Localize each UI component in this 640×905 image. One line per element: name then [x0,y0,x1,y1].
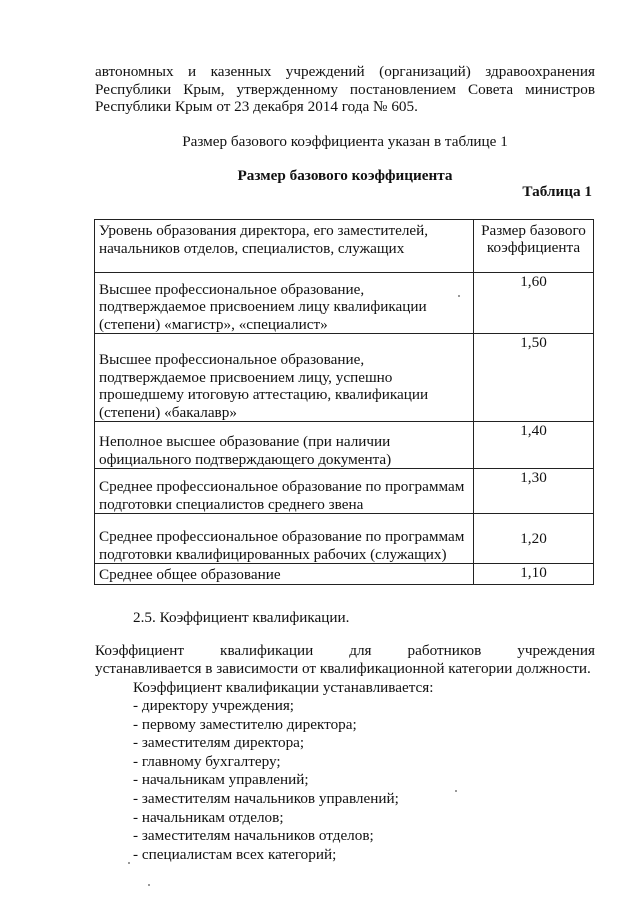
recipients-intro: Коэффициент квалификации устанавливается: [133,679,434,696]
list-item: - начальникам отделов; [133,808,284,826]
row-value: 1,30 [474,469,594,514]
row-value: 1,20 [474,514,594,564]
list-item: - заместителям начальников управлений; [133,789,399,807]
table-note: Размер базового коэффициента указан в таблице 1 [182,133,508,150]
table-caption: Таблица 1 [522,183,592,200]
table-row [95,422,594,469]
list-item: - заместителям начальников отделов; [133,827,374,845]
intro-line: Республики Крым от 23 декабря 2014 года № 605. [95,98,418,115]
row-level: Среднее профессиональное образование по программам подготовки квалифицированных рабочих (служащих) [95,514,474,564]
table-row [95,273,594,334]
table-row [95,469,594,514]
row-level: Среднее профессиональное образование по программам подготовки специалистов среднего звена [95,469,474,514]
scan-speck [148,884,150,886]
row-value: 1,40 [474,422,594,469]
list-item: - главному бухгалтеру; [133,752,281,770]
intro-line: Республики Крым, утвержденному постановлением Совета министров [95,80,595,98]
row-level: Неполное высшее образование (при наличии официального подтверждающего документа) [95,422,474,469]
scan-speck [458,295,460,297]
list-item: - первому заместителю директора; [133,715,357,733]
scan-speck [455,790,457,792]
list-item: - заместителям директора; [133,734,305,752]
row-value: 1,50 [474,334,594,422]
recipient-list [133,697,399,864]
table-header-row [95,220,594,273]
intro-paragraph [95,63,595,116]
intro-line: автономных и казенных учреждений (организаций) здравоохранения [95,63,595,80]
list-item: - специалистам всех категорий; [133,845,337,863]
list-item: - начальникам управлений; [133,771,309,789]
row-level: Среднее общее образование [95,564,474,585]
qualification-paragraph [95,642,595,677]
row-level: Высшее профессиональное образование, подтверждаемое присвоением лицу, успешно прошедшему итоговую аттестацию, квалификации (степени) «бакалавр» [95,334,474,422]
row-value: 1,10 [474,564,594,585]
section-title: 2.5. Коэффициент квалификации. [133,609,350,626]
table-row [95,334,594,422]
scan-speck [128,862,130,864]
coefficient-table [94,219,594,585]
row-level: Высшее профессиональное образование, подтверждаемое присвоением лицу квалификации (степени) «магистр», «специалист» [95,273,474,334]
table-row [95,564,594,585]
table-row [95,514,594,564]
paragraph-line: устанавливается в зависимости от квалификационной категории должности. [95,659,591,677]
paragraph-line: Коэффициент квалификации для работников учреждения [95,642,595,659]
row-value: 1,60 [474,273,594,334]
list-item: - директору учреждения; [133,697,295,714]
header-coefficient-size: Размер базового коэффициента [474,220,594,273]
table-heading: Размер базового коэффициента [237,167,453,184]
header-education-level: Уровень образования директора, его заместителей, начальников отделов, специалистов, служащих [95,220,474,273]
